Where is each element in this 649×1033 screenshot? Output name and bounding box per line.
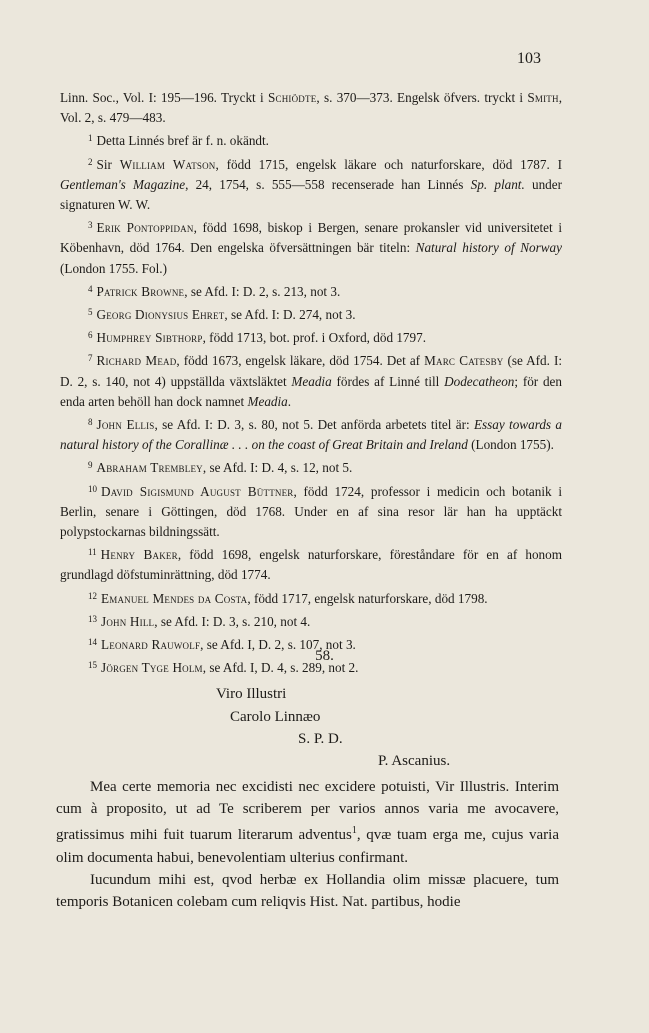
text-run: , se Afd. I: D. 4, s. 12, not 5.	[202, 460, 353, 476]
person-name: John Ellis	[96, 417, 155, 433]
salutation-line-2: Carolo Linnæo	[230, 709, 321, 725]
footnote-number: 2	[88, 156, 93, 167]
text-run: , född 1717, engelsk naturforskare, död 1798.	[247, 590, 488, 606]
text-run: , se Afd. I: D. 3, s. 80, not 5. Det anförda arbetets titel är:	[154, 417, 474, 433]
text-run: , s. 370—373. Engelsk öfvers. tryckt i	[316, 90, 528, 105]
person-name: Smith	[527, 90, 559, 105]
text-run: ; för den enda arten behöll han dock namnet	[60, 373, 562, 409]
footnote-number: 1	[88, 133, 93, 144]
footnote	[60, 586, 562, 609]
text-run: , Vol. 2, s. 479—483.	[60, 90, 563, 126]
person-name: David Sigismund August Büttner	[101, 483, 294, 499]
text-run: , 24, 1754, s. 555—558 recenserade han Linnés	[185, 176, 471, 192]
text-run: , se Afd. I: D. 2, s. 213, not 3.	[184, 283, 341, 299]
text-run: .	[287, 393, 292, 409]
footnote-number: 4	[88, 283, 93, 294]
footnote	[60, 279, 562, 302]
person-name: Jörgen Tyge Holm	[101, 660, 203, 676]
footnote-number: 15	[88, 660, 97, 671]
footnote	[60, 348, 562, 412]
text-run: (se Afd. I: D. 2, s. 140, not 4) uppställda växtsläktet	[60, 353, 562, 389]
text-run: Sir	[96, 156, 120, 172]
footnote-number: 8	[88, 417, 93, 428]
person-name: Leonard Rauwolf	[101, 637, 201, 653]
note-reference: 1	[351, 825, 357, 837]
footnote-number: 3	[88, 220, 93, 231]
footnote-number: 12	[88, 590, 97, 601]
person-name: Marc Catesby	[424, 353, 504, 369]
text-run: , född 1698, biskop i Bergen, senare prokansler vid universitetet i Köbenhavn, död 1764. Den engelska öfversättningen bär titeln:	[60, 220, 562, 256]
footnote	[60, 302, 562, 325]
italic-title: Meadia	[247, 393, 288, 409]
salutation-line-1: Viro Illustri	[216, 686, 287, 702]
text-run: Linn. Soc., Vol. I: 195—196. Tryckt i	[60, 90, 268, 105]
footnote-number: 9	[88, 460, 93, 471]
letter-paragraph	[56, 776, 559, 869]
person-name: Erik Pontoppidan	[96, 220, 194, 236]
italic-title: Meadia	[291, 373, 332, 389]
text-run: , se Afd. I: D. 274, not 3.	[224, 307, 356, 323]
text-run: under signaturen W. W.	[60, 176, 563, 213]
text-run: , född 1724, professor i medicin och botanik i Berlin, senare i Göttingen, död 1768. Under en af sina resor lär han ha upptäckt polypstockarnas bildningssätt.	[60, 483, 563, 540]
italic-title: Natural history of Norway	[415, 240, 562, 256]
footnote-number: 6	[88, 330, 93, 341]
footnote	[60, 88, 562, 128]
footnote-number: 13	[88, 613, 97, 624]
text-run: , född 1698, engelsk naturforskare, föreståndare för en af honom grundlagd döfstuminrättning, död 1774.	[60, 547, 562, 583]
text-run: Detta Linnés bref är f. n. okändt.	[96, 133, 269, 149]
person-name: Abraham Trembley	[96, 460, 203, 476]
text-run: , född 1715, engelsk läkare och naturforskare, död 1787. I	[215, 156, 563, 172]
letter-paragraph	[56, 869, 559, 913]
person-name: William Watson	[119, 156, 216, 172]
person-name: Patrick Browne	[96, 283, 185, 299]
text-run: (London 1755).	[467, 437, 554, 453]
person-name: John Hill	[101, 613, 155, 629]
letter-sender: P. Ascanius.	[378, 753, 451, 769]
footnote-number: 5	[88, 307, 93, 318]
text-run: , se Afd. I, D. 4, s. 289, not 2.	[202, 660, 359, 676]
footnote-number: 7	[88, 353, 93, 364]
letter-number: 58.	[315, 648, 334, 664]
footnote	[60, 325, 562, 348]
footnote	[60, 128, 562, 151]
text-run: , född 1673, engelsk läkare, död 1754. Det af	[176, 353, 425, 369]
text-run: , se Afd. I, D. 2, s. 107, not 3.	[200, 637, 356, 653]
footnote	[60, 412, 562, 455]
page-number: 103	[517, 50, 541, 67]
footnotes	[60, 88, 562, 678]
footnote	[60, 152, 562, 216]
person-name: Richard Mead	[96, 353, 177, 369]
footnote-number: 10	[88, 483, 97, 494]
footnote-number: 11	[88, 547, 97, 558]
letter-body	[56, 776, 559, 913]
footnote	[60, 542, 562, 585]
footnote	[60, 479, 562, 543]
italic-title: Essay towards a natural history of the Corallinæ . . . on the coast of Great Britain and Ireland	[60, 417, 562, 453]
text-run: , qvæ tuam erga me, cujus varia olim documenta habui, benevolentiam ulterius confirmant.	[56, 827, 559, 866]
person-name: Humphrey Sibthorp	[96, 330, 203, 346]
text-run: Iucundum mihi est, qvod herbæ ex Hollandia olim missæ placuere, tum temporis Botanicen colebam cum reliqvis Hist. Nat. partibus, hodie	[56, 871, 559, 911]
footnote	[60, 609, 562, 632]
footnote-number: 14	[88, 637, 97, 648]
footnote	[60, 455, 562, 478]
italic-title: Gentleman's Magazine	[60, 176, 186, 192]
person-name: Schiödte	[267, 90, 317, 105]
italic-title: Sp. plant.	[470, 176, 525, 192]
person-name: Emanuel Mendes da Costa	[101, 590, 248, 606]
text-run: , se Afd. I: D. 3, s. 210, not 4.	[154, 613, 311, 629]
italic-title: Dodecatheon	[444, 373, 515, 389]
person-name: Georg Dionysius Ehret	[96, 307, 225, 323]
text-run: Mea certe memoria nec excidisti nec excidere potuisti, Vir Illustris. Interim cum à proposito, ut ad Te scriberem per varios annos varia me avocavere, gratissimus mihi fuit tuarum literarum adventus	[56, 779, 559, 844]
person-name: Henry Baker	[100, 547, 178, 563]
text-run: fördes af Linné till	[331, 373, 445, 389]
text-run: (London 1755. Fol.)	[60, 260, 167, 276]
text-run: , född 1713, bot. prof. i Oxford, död 1797.	[202, 330, 427, 346]
footnote	[60, 215, 562, 279]
salutation-line-3: S. P. D.	[298, 731, 343, 747]
